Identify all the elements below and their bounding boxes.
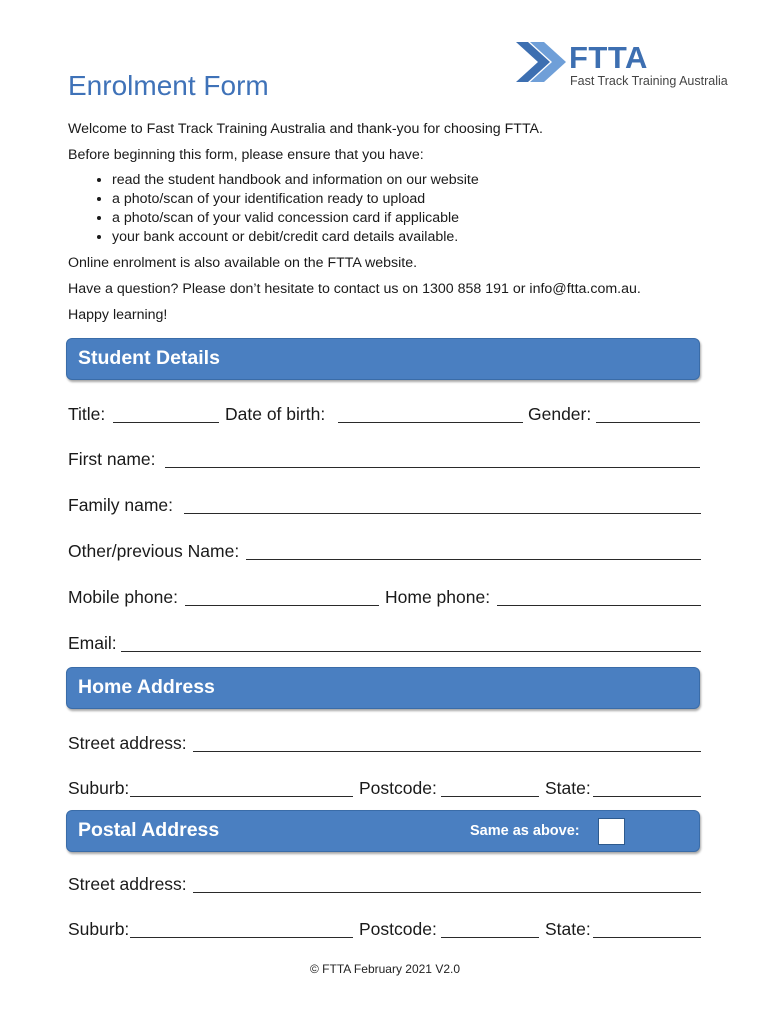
family-name-field[interactable] [184, 513, 701, 514]
home-street-label: Street address: [68, 733, 187, 753]
email-field[interactable] [121, 651, 701, 652]
home-street-field[interactable] [193, 751, 701, 752]
home-suburb-row [68, 778, 702, 802]
postal-street-label: Street address: [68, 874, 187, 894]
checklist-item: • read the student handbook and information on our website [112, 171, 708, 190]
checklist [68, 171, 708, 247]
postal-street-field[interactable] [193, 892, 701, 893]
same-as-above-checkbox[interactable] [598, 818, 625, 845]
page-title: Enrolment Form [68, 70, 269, 101]
home-state-field[interactable] [593, 796, 701, 797]
online-text: Online enrolment is also available on the FTTA website. [68, 255, 418, 271]
family-name-row [68, 495, 702, 519]
postal-street-row [68, 874, 702, 898]
title-field[interactable] [113, 422, 219, 423]
home-state-label: State: [545, 778, 591, 798]
family-name-label: Family name: [68, 495, 174, 515]
other-name-label: Other/previous Name: [68, 541, 240, 561]
welcome-text: Welcome to Fast Track Training Australia and thank-you for choosing FTTA. [68, 121, 543, 137]
section-heading: Student Details [78, 347, 220, 369]
home-postcode-field[interactable] [441, 796, 539, 797]
postal-suburb-label: Suburb: [68, 919, 130, 939]
home-address-header [66, 667, 700, 709]
ftta-logo [514, 40, 734, 88]
email-label: Email: [68, 633, 117, 653]
home-phone-field[interactable] [497, 605, 701, 606]
checklist-item: • your bank account or debit/credit card details available. [112, 228, 708, 247]
postal-state-field[interactable] [593, 937, 701, 938]
home-suburb-field[interactable] [130, 796, 353, 797]
footer-copyright: © FTTA February 2021 V2.0 [309, 962, 461, 976]
same-as-above-label: Same as above: [470, 823, 580, 839]
section-heading: Postal Address [78, 819, 220, 841]
first-name-label: First name: [68, 449, 156, 469]
dob-label: Date of birth: [225, 404, 326, 424]
gender-label: Gender: [528, 404, 592, 424]
closing-text: Happy learning! [68, 307, 168, 323]
home-suburb-label: Suburb: [68, 778, 130, 798]
question-text: Have a question? Please don’t hesitate to contact us on 1300 858 191 or info@ftta.com.au. [68, 281, 641, 297]
postal-state-label: State: [545, 919, 591, 939]
postal-postcode-label: Postcode: [359, 919, 437, 939]
logo-subtitle: Fast Track Training Australia [570, 74, 728, 88]
mobile-field[interactable] [185, 605, 379, 606]
student-details-header [66, 338, 700, 380]
dob-field[interactable] [338, 422, 523, 423]
logo-wordmark: FTTA [569, 40, 648, 75]
postal-postcode-field[interactable] [441, 937, 539, 938]
postal-address-header [66, 810, 700, 852]
postal-suburb-field[interactable] [130, 937, 353, 938]
first-name-row [68, 449, 702, 473]
postal-suburb-row [68, 919, 702, 943]
gender-field[interactable] [596, 422, 700, 423]
intro-text [68, 121, 708, 333]
email-row [68, 633, 702, 657]
title-label: Title: [68, 404, 106, 424]
section-heading: Home Address [78, 676, 215, 698]
first-name-field[interactable] [165, 467, 700, 468]
home-postcode-label: Postcode: [359, 778, 437, 798]
before-text: Before beginning this form, please ensure that you have: [68, 147, 424, 163]
home-phone-label: Home phone: [385, 587, 491, 607]
title-dob-gender-row [68, 404, 702, 428]
checklist-item: • a photo/scan of your valid concession card if applicable [112, 209, 708, 228]
phone-row [68, 587, 702, 611]
other-name-row [68, 541, 702, 565]
ftta-arrow-icon [514, 40, 570, 84]
checklist-item: • a photo/scan of your identification ready to upload [112, 190, 708, 209]
other-name-field[interactable] [246, 559, 701, 560]
mobile-label: Mobile phone: [68, 587, 178, 607]
home-street-row [68, 733, 702, 757]
